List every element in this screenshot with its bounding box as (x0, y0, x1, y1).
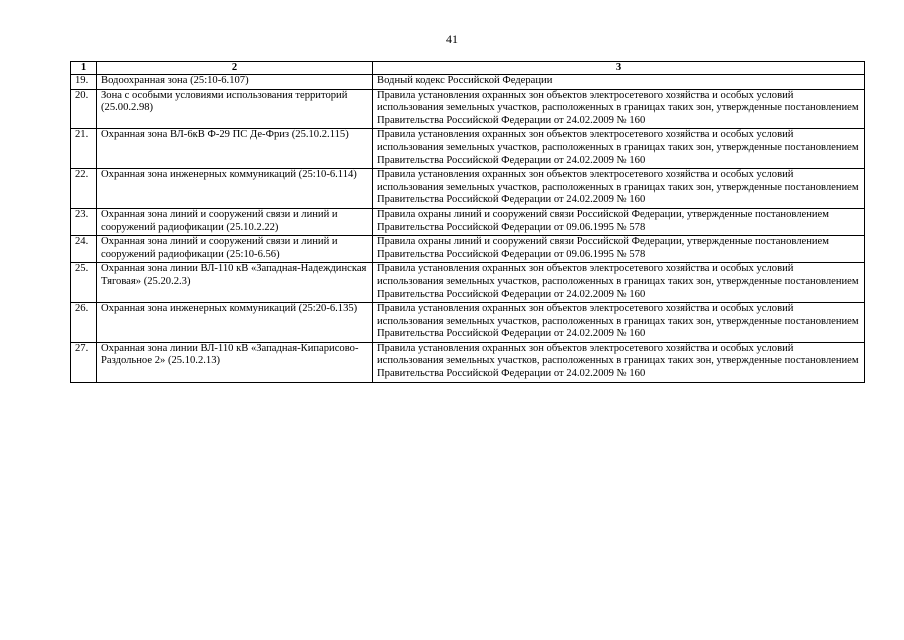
zone-name: Охранная зона инженерных коммуникаций (25:20-6.135) (97, 303, 373, 343)
header-col-2: 2 (97, 62, 373, 75)
legal-basis: Правила установления охранных зон объектов электросетевого хозяйства и особых условий использования земельных участков, расположенных в границах таких зон, утвержденные постановлением Правительства Российской Федерации от 24.02.2009 № 160 (373, 303, 865, 343)
row-number: 24. (71, 236, 97, 263)
table-row (71, 236, 865, 263)
table-row (71, 263, 865, 303)
zone-name: Охранная зона ВЛ-6кВ Ф-29 ПС Де-Фриз (25.10.2.115) (97, 129, 373, 169)
table-row (71, 342, 865, 382)
row-number: 19. (71, 75, 97, 90)
table-row (71, 208, 865, 235)
table-row (71, 89, 865, 129)
legal-basis: Правила охраны линий и сооружений связи Российской Федерации, утвержденные постановлением Правительства Российской Федерации от 09.06.1995 № 578 (373, 208, 865, 235)
header-col-1: 1 (71, 62, 97, 75)
zone-name: Охранная зона инженерных коммуникаций (25:10-6.114) (97, 169, 373, 209)
legal-basis: Водный кодекс Российской Федерации (373, 75, 865, 90)
header-row (71, 62, 865, 75)
row-number: 22. (71, 169, 97, 209)
table-body (71, 75, 865, 383)
zone-name: Водоохранная зона (25:10-6.107) (97, 75, 373, 90)
row-number: 25. (71, 263, 97, 303)
table-row (71, 129, 865, 169)
row-number: 26. (71, 303, 97, 343)
legal-basis: Правила установления охранных зон объектов электросетевого хозяйства и особых условий использования земельных участков, расположенных в границах таких зон, утвержденные постановлением Правительства Российской Федерации от 24.02.2009 № 160 (373, 89, 865, 129)
table-header (71, 62, 865, 75)
table-row (71, 75, 865, 90)
legal-basis: Правила установления охранных зон объектов электросетевого хозяйства и особых условий использования земельных участков, расположенных в границах таких зон, утвержденные постановлением Правительства Российской Федерации от 24.02.2009 № 160 (373, 342, 865, 382)
table-row (71, 303, 865, 343)
header-col-3: 3 (373, 62, 865, 75)
legal-basis: Правила установления охранных зон объектов электросетевого хозяйства и особых условий использования земельных участков, расположенных в границах таких зон, утвержденные постановлением Правительства Российской Федерации от 24.02.2009 № 160 (373, 263, 865, 303)
zone-name: Охранная зона линий и сооружений связи и линий и сооружений радиофикации (25.10.2.22) (97, 208, 373, 235)
zones-table (70, 61, 865, 383)
row-number: 23. (71, 208, 97, 235)
zone-name: Охранная зона линий и сооружений связи и линий и сооружений радиофикации (25:10-6.56) (97, 236, 373, 263)
table-row (71, 169, 865, 209)
legal-basis: Правила установления охранных зон объектов электросетевого хозяйства и особых условий использования земельных участков, расположенных в границах таких зон, утвержденные постановлением Правительства Российской Федерации от 24.02.2009 № 160 (373, 169, 865, 209)
page-number: 41 (446, 32, 458, 46)
zone-name: Охранная зона линии ВЛ-110 кВ «Западная-Кипарисово-Раздольное 2» (25.10.2.13) (97, 342, 373, 382)
legal-basis: Правила установления охранных зон объектов электросетевого хозяйства и особых условий использования земельных участков, расположенных в границах таких зон, утвержденные постановлением Правительства Российской Федерации от 24.02.2009 № 160 (373, 129, 865, 169)
zone-name: Охранная зона линии ВЛ-110 кВ «Западная-Надеждинская Тяговая» (25.20.2.3) (97, 263, 373, 303)
zone-name: Зона с особыми условиями использования территорий (25.00.2.98) (97, 89, 373, 129)
row-number: 20. (71, 89, 97, 129)
row-number: 27. (71, 342, 97, 382)
legal-basis: Правила охраны линий и сооружений связи Российской Федерации, утвержденные постановлением Правительства Российской Федерации от 09.06.1995 № 578 (373, 236, 865, 263)
row-number: 21. (71, 129, 97, 169)
